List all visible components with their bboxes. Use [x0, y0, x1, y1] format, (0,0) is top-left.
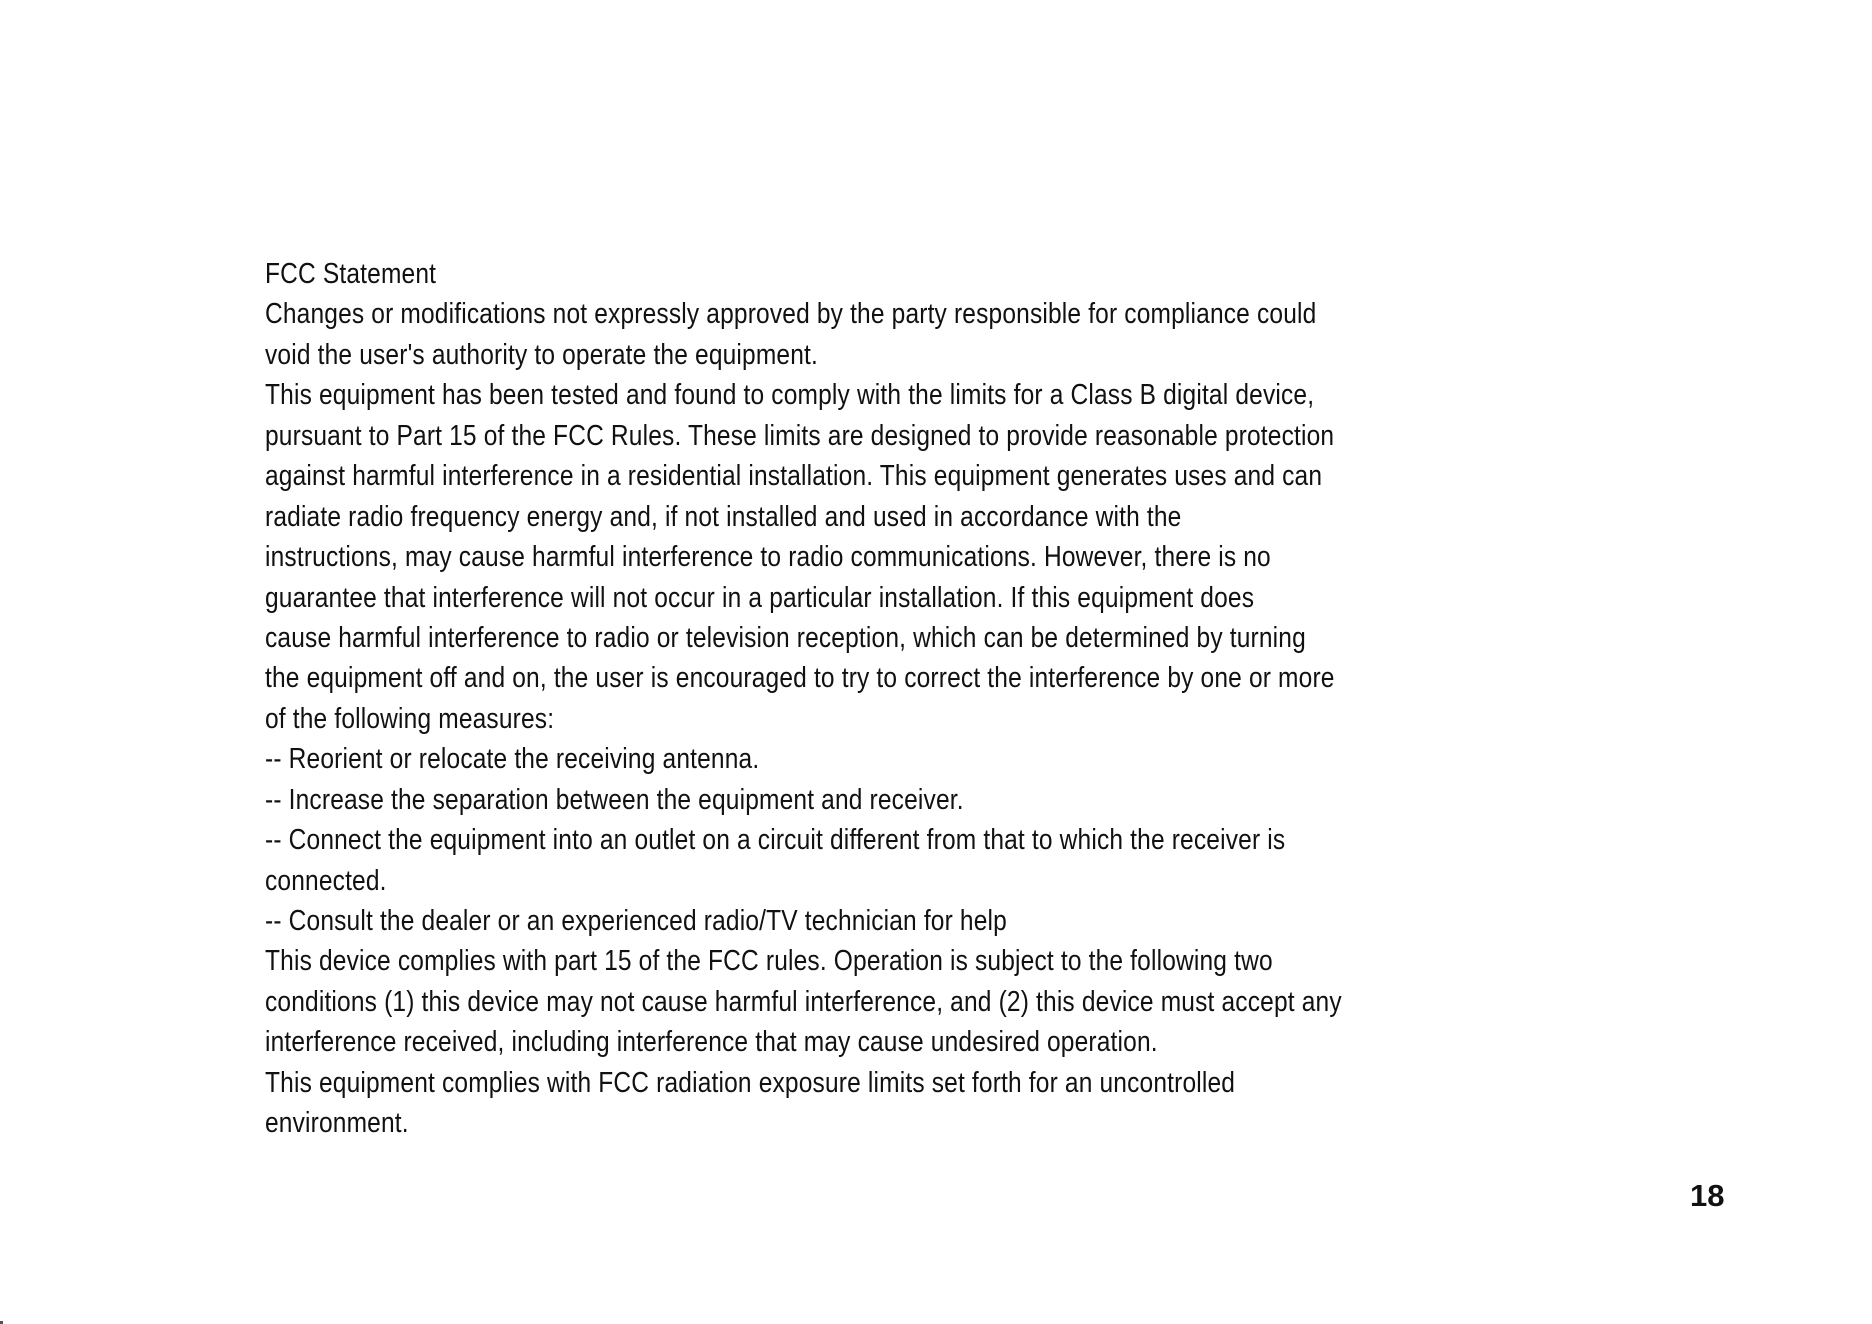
body-line: against harmful interference in a residential installation. This equipment generates uses and can	[265, 460, 1323, 493]
body-line: Changes or modifications not expressly approved by the party responsible for compliance could	[265, 298, 1317, 331]
body-line: environment.	[265, 1107, 409, 1140]
body-line: conditions (1) this device may not cause harmful interference, and (2) this device must accept any	[265, 985, 1342, 1018]
measure-item: -- Reorient or relocate the receiving antenna.	[265, 743, 760, 776]
body-line: of the following measures:	[265, 702, 555, 735]
body-line: This equipment complies with FCC radiation exposure limits set forth for an uncontrolled	[265, 1066, 1236, 1099]
measure-item: -- Consult the dealer or an experienced radio/TV technician for help	[265, 905, 1007, 937]
page-number: 18	[1690, 1178, 1725, 1213]
body-line: This equipment has been tested and found to comply with the limits for a Class B digital device,	[265, 379, 1315, 412]
section-title: FCC Statement	[265, 258, 437, 290]
body-line: interference received, including interference that may cause undesired operation.	[265, 1026, 1158, 1059]
body-line: void the user's authority to operate the equipment.	[265, 338, 819, 371]
measure-item: -- Increase the separation between the equipment and receiver.	[265, 783, 964, 816]
body-line: guarantee that interference will not occur in a particular installation. If this equipment does	[265, 581, 1255, 614]
fcc-statement-section	[265, 254, 1625, 1144]
body-line: cause harmful interference to radio or television reception, which can be determined by turning	[265, 621, 1306, 654]
body-line: connected.	[265, 864, 387, 897]
body-line: This device complies with part 15 of the FCC rules. Operation is subject to the following two	[265, 945, 1273, 978]
body-line: instructions, may cause harmful interference to radio communications. However, there is no	[265, 541, 1271, 574]
body-line: pursuant to Part 15 of the FCC Rules. These limits are designed to provide reasonable protection	[265, 419, 1335, 452]
body-line: radiate radio frequency energy and, if not installed and used in accordance with the	[265, 500, 1182, 533]
body-line: the equipment off and on, the user is encouraged to try to correct the interference by one or more	[265, 662, 1335, 695]
measure-item: -- Connect the equipment into an outlet on a circuit different from that to which the receiver is	[265, 824, 1286, 857]
